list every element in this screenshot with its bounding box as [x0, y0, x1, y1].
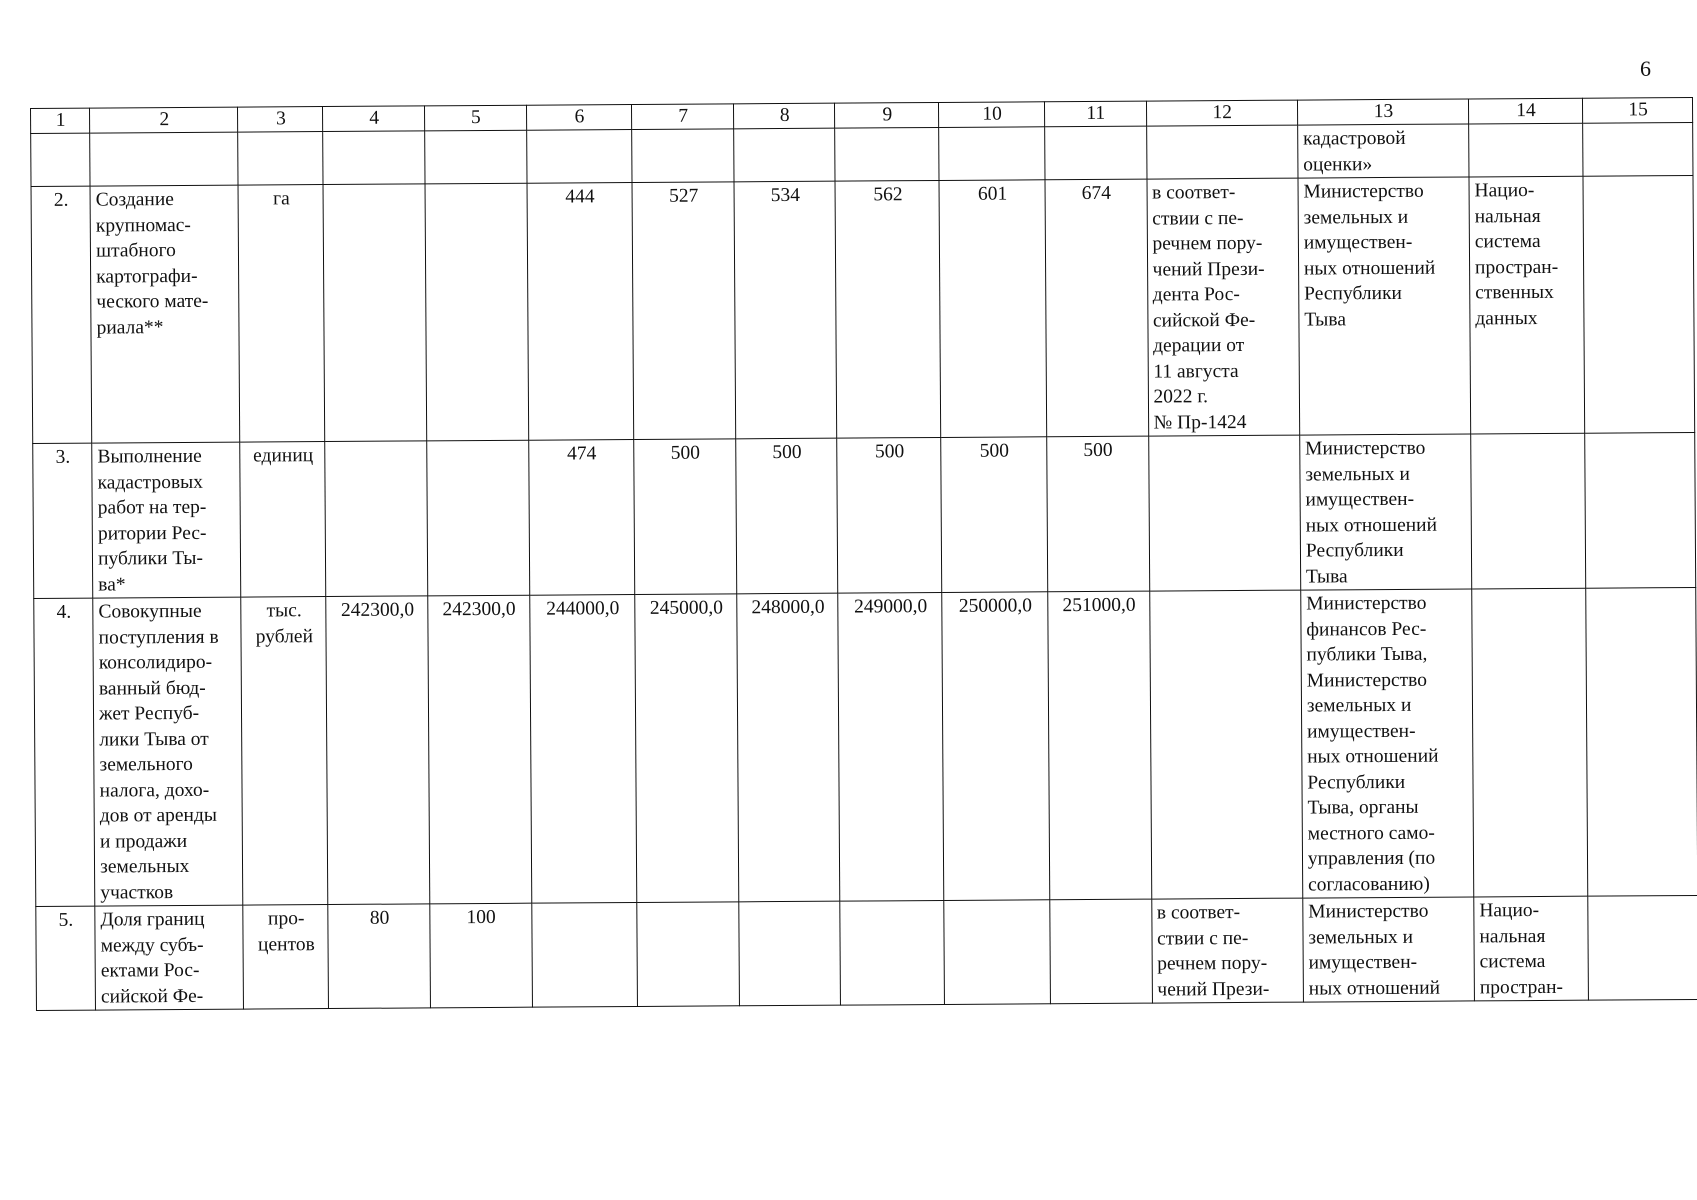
value-col-6-cell [531, 902, 637, 1007]
unit-cell: тыс. рублей [241, 597, 328, 906]
value-col-9-cell: 249000,0 [838, 592, 944, 901]
value-col-8-cell: 248000,0 [737, 593, 841, 902]
value-col-11-cell [1050, 899, 1152, 1004]
unit-cell: га [238, 185, 325, 443]
system-cell: Нацио- нальная система простран- [1474, 896, 1589, 1001]
col-15-cell [1586, 587, 1697, 896]
value-col-5-cell [427, 440, 530, 596]
value-col-11-cell: 500 [1047, 436, 1150, 592]
value-col-4-cell [323, 184, 426, 442]
table-row [31, 175, 1695, 443]
value-col-11-cell: 251000,0 [1048, 591, 1152, 900]
value-col-7-cell: 245000,0 [635, 594, 739, 903]
value-col-5-cell: 242300,0 [428, 595, 532, 904]
value-col-11-cell: 674 [1045, 179, 1148, 437]
column-header: 8 [733, 103, 835, 129]
row-number-cell: 5. [36, 906, 96, 1010]
unit-cell: про- центов [243, 905, 329, 1010]
value-col-7-cell [632, 129, 734, 183]
column-header: 4 [323, 106, 425, 132]
basis-cell [1146, 125, 1298, 179]
table-row [36, 895, 1697, 1010]
value-col-4-cell [323, 131, 425, 185]
row-number-cell: 2. [31, 186, 92, 443]
column-header: 9 [835, 102, 939, 128]
column-header: 14 [1468, 98, 1582, 124]
value-col-9-cell [840, 900, 944, 1005]
value-col-11-cell [1045, 126, 1147, 180]
value-col-9-cell: 500 [837, 437, 942, 593]
indicators-table [30, 97, 1697, 1011]
value-col-6-cell: 474 [528, 440, 635, 596]
value-col-5-cell [425, 130, 527, 184]
indicator-name-cell: Доля границ между субъ- ектами Рос- сийской Фе- [95, 905, 244, 1010]
value-col-10-cell: 500 [941, 437, 1048, 593]
responsible-cell: Министерство земельных и имуществен- ных отношений Республики Тыва [1300, 434, 1472, 590]
page-number: 6 [1640, 56, 1651, 81]
value-col-8-cell: 534 [734, 181, 837, 439]
value-col-7-cell: 500 [634, 439, 737, 595]
responsible-cell: Министерство финансов Рес- публики Тыва, Министерство земельных и имуществен- ных отношений Республики Тыва, органы местного само- управления (по согласованию) [1301, 589, 1474, 898]
table-row [34, 587, 1697, 906]
col-15-cell [1583, 175, 1695, 433]
value-col-8-cell: 500 [736, 438, 839, 594]
value-col-9-cell [835, 127, 939, 181]
unit-cell [238, 132, 323, 186]
column-header: 7 [632, 104, 734, 130]
value-col-6-cell [526, 130, 632, 184]
basis-cell: в соответ- ствии с пе- речнем пору- чений Прези- [1151, 898, 1303, 1003]
indicator-name-cell: Совокупные поступления в консолидиро- ванный бюд- жет Респуб- лики Тыва от земельного налога, дохо- дов от аренды и продажи земельных участков [93, 597, 243, 906]
value-col-10-cell: 601 [939, 180, 1046, 438]
column-header: 11 [1044, 101, 1146, 127]
value-col-6-cell: 444 [527, 183, 634, 441]
responsible-cell: кадастровой оценки» [1298, 124, 1469, 178]
value-col-4-cell [325, 441, 428, 597]
column-header: 13 [1297, 99, 1468, 125]
column-header: 15 [1582, 97, 1692, 123]
indicator-name-cell: Создание крупномас- штабного картографи- ческого мате- риала** [90, 185, 240, 443]
system-cell [1469, 123, 1583, 177]
col-15-cell [1588, 895, 1697, 1000]
basis-cell [1149, 590, 1302, 899]
column-header: 6 [526, 105, 632, 131]
table-wrapper [30, 97, 1697, 1011]
basis-cell [1148, 435, 1300, 591]
column-header: 2 [90, 107, 238, 133]
col-15-cell [1585, 432, 1696, 588]
column-header: 10 [939, 102, 1045, 128]
table-row [33, 432, 1696, 598]
system-cell [1472, 588, 1588, 897]
value-col-5-cell: 100 [430, 903, 532, 1008]
unit-cell: единиц [240, 442, 326, 598]
column-header: 3 [238, 107, 323, 133]
value-col-6-cell: 244000,0 [529, 594, 637, 903]
basis-cell: в соответ- ствии с пе- речнем пору- чений Прези- дента Рос- сийской Фе- дерации от 11 августа 2022 г. № Пр-1424 [1146, 178, 1299, 436]
value-col-4-cell: 80 [328, 904, 430, 1009]
row-number-cell: 3. [33, 443, 93, 598]
column-header: 12 [1146, 100, 1298, 126]
responsible-cell: Министерство земельных и имуществен- ных отношений [1303, 897, 1475, 1002]
row-number-cell: 4. [34, 598, 95, 906]
column-header: 5 [424, 105, 526, 131]
indicator-name-cell: Выполнение кадастровых работ на тер- ритории Рес- публики Ты- ва* [92, 442, 241, 598]
value-col-7-cell: 527 [632, 182, 735, 440]
column-header: 1 [31, 108, 90, 133]
value-col-8-cell [739, 901, 841, 1006]
value-col-9-cell: 562 [835, 180, 940, 438]
responsible-cell: Министерство земельных и имуществен- ных отношений Республики Тыва [1298, 177, 1471, 435]
value-col-8-cell [734, 128, 836, 182]
value-col-7-cell [637, 902, 739, 1007]
col-15-cell [1583, 122, 1693, 176]
value-col-10-cell [944, 900, 1050, 1005]
value-col-10-cell [939, 127, 1045, 181]
value-col-5-cell [425, 183, 528, 441]
system-cell: Нацио- нальная система простран- ственных данных [1469, 176, 1585, 434]
value-col-10-cell: 250000,0 [942, 592, 1050, 901]
value-col-4-cell: 242300,0 [326, 596, 430, 905]
indicator-name-cell [90, 132, 239, 186]
system-cell [1471, 433, 1586, 589]
row-number-cell [31, 133, 90, 186]
